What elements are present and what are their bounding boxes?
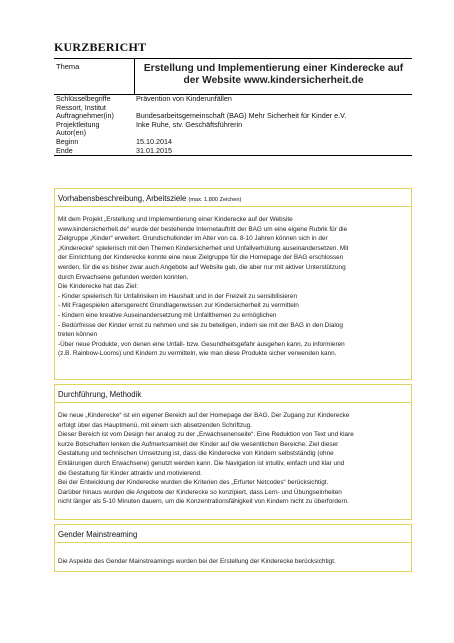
section-description [54,188,412,380]
text-line: durch Erwachsene gefunden werden konnten. [58,273,189,281]
metadata-value: Bundesarbeitsgemeinschaft (BAG) Mehr Sicherheit für Kinder e.V. [136,111,347,121]
metadata-row [54,121,412,130]
section-description-heading [55,189,411,207]
section-description-title: Vorhabensbeschreibung, Arbeitsziele [58,194,187,203]
text-line: Die Aspekte des Gender Mainstreamings wurden bei der Erstellung der Kinderecke berücksichtigt. [58,558,336,565]
text-line: - Kinder spielerisch für Unfallrisiken im Haushalt und in der Freizeit zu sensibilisieren [58,292,298,300]
metadata-row [54,95,412,104]
metadata-value: Inke Ruhe, stv. Geschäftsführerin [136,119,243,129]
text-line: - Bedürfnisse der Kinder ernst zu nehmen und sie zu beteiligen, indem sie mit der BAG in den Dialog [58,321,343,329]
metadata-table [54,58,412,156]
section-description-note: (max. 1.800 Zeichen) [188,197,242,203]
text-line: -Über neue Produkte, von denen eine Unfall- bzw. Gesundheitsgefahr ausgehen kann, zu informieren [58,340,345,348]
text-line: erfolgt über das Hauptmenü, mit einem sich absetzenden Schriftzug. [58,421,252,429]
document-title: KURZBERICHT [54,40,147,54]
metadata-value [134,129,412,138]
text-line: der Einrichtung der Kinderecke konnte eine neue Zielgruppe für die Homepage der BAG erschlossen [58,254,344,262]
metadata-topic-row [54,59,412,95]
text-line: Mit dem Projekt „Erstellung und Implementierung einer Kinderecke auf der Website [58,216,293,223]
metadata-key: Ressort, Institut [56,102,106,112]
section-gender-body [55,543,411,567]
section-method-heading: Durchführung, Methodik [55,385,411,403]
metadata-key: Auftragnehmer(in) [56,111,114,121]
section-method-body [55,403,411,507]
text-line: werden, für die es bisher zwar auch Angebote auf Website gab, die aber nur mit aktiver Unterstützung [58,263,346,271]
metadata-key: Beginn [56,136,79,146]
section-method [54,384,412,520]
text-line: - Kindern eine kreative Auseinandersetzung mit Unfallthemen zu ermöglichen [58,311,277,319]
text-line: Die neue „Kinderecke“ ist ein eigener Bereich auf der Homepage der BAG. Der Zugang zur Kinderecke [58,412,350,419]
metadata-row [54,147,412,156]
metadata-key: Projektleitung [56,119,100,129]
text-line: „Kinderecke“ spielerisch mit den Themen Kindersicherheit und Unfallverhütung auseinandersetzen. Mit [58,244,349,252]
text-line: Gestaltung und technischen Umsetzung ist, dass die Kinderecke von Kindern selbstständig (ohne [58,450,334,458]
section-gender-heading: Gender Mainstreaming [55,525,411,543]
metadata-key: Schlüsselbegriffe [56,94,111,103]
text-line: Dieser Bereich ist vom Design her analog zu der „Erwachsenenseite“. Eine Reduktion von Text und klare [58,431,354,439]
text-line: (z.B. Rainbow-Looms) und Kindern zu vermitteln, wie man diese Produkte sicher verwenden kann. [58,350,337,358]
text-line: Zielgruppe „Kinder“ erweitert. Grundschulkinder im Alter von ca. 8-10 Jahren können sich in der [58,235,328,243]
metadata-row [54,138,412,147]
metadata-value: 31.01.2015 [136,145,172,155]
text-line: Erklärungen durch Erwachsene) genutzt werden kann. Die Navigation ist intuitiv, einfach und klar und [58,459,345,467]
text-line: kurze Botschaften lenken die Aufmerksamkeit der Kinder auf die wesentlichen Bereiche. Ziel dieser [58,440,339,448]
text-line: - Mit Fragespielen altersgerecht Grundlagenwissen zur Kindersicherheit zu vermitteln [58,302,299,310]
section-description-body [55,207,411,359]
text-line: Darüber hinaus wurden die Angebote der Kinderecke so konzipiert, dass Lern- und Übungseinheiten [58,488,342,496]
metadata-value: Prävention von Kinderunfällen [136,94,232,103]
text-line: www.kindersicherheit.de“ wurde der bestehende Internetauftritt der BAG um eine eigene Rubrik für die [58,225,348,233]
topic-value: Erstellung und Implementierung einer Kinderecke auf der Website www.kindersicherheit.de [134,59,412,94]
metadata-key: Ende [56,145,73,155]
text-line: die Gestaltung für Kinder attraktiv und motivierend. [58,469,202,477]
text-line: treten können [58,331,98,339]
metadata-row [54,129,412,138]
metadata-value: 15.10.2014 [136,136,172,146]
metadata-key: Autor(en) [56,128,86,138]
text-line: nicht länger als 5-10 Minuten dauern, um die Konzentrationsfähigkeit von Kindern nicht zu überfordern. [58,498,349,506]
text-line: Bei der Entwicklung der Kinderecke wurden die Kriterien des „Erfurter Netcodes“ berücksichtigt. [58,479,329,487]
metadata-rows [54,95,412,155]
text-line: Die Kinderecke hat das Ziel: [58,283,138,291]
section-gender [54,524,412,572]
topic-label: Thema [56,62,80,71]
